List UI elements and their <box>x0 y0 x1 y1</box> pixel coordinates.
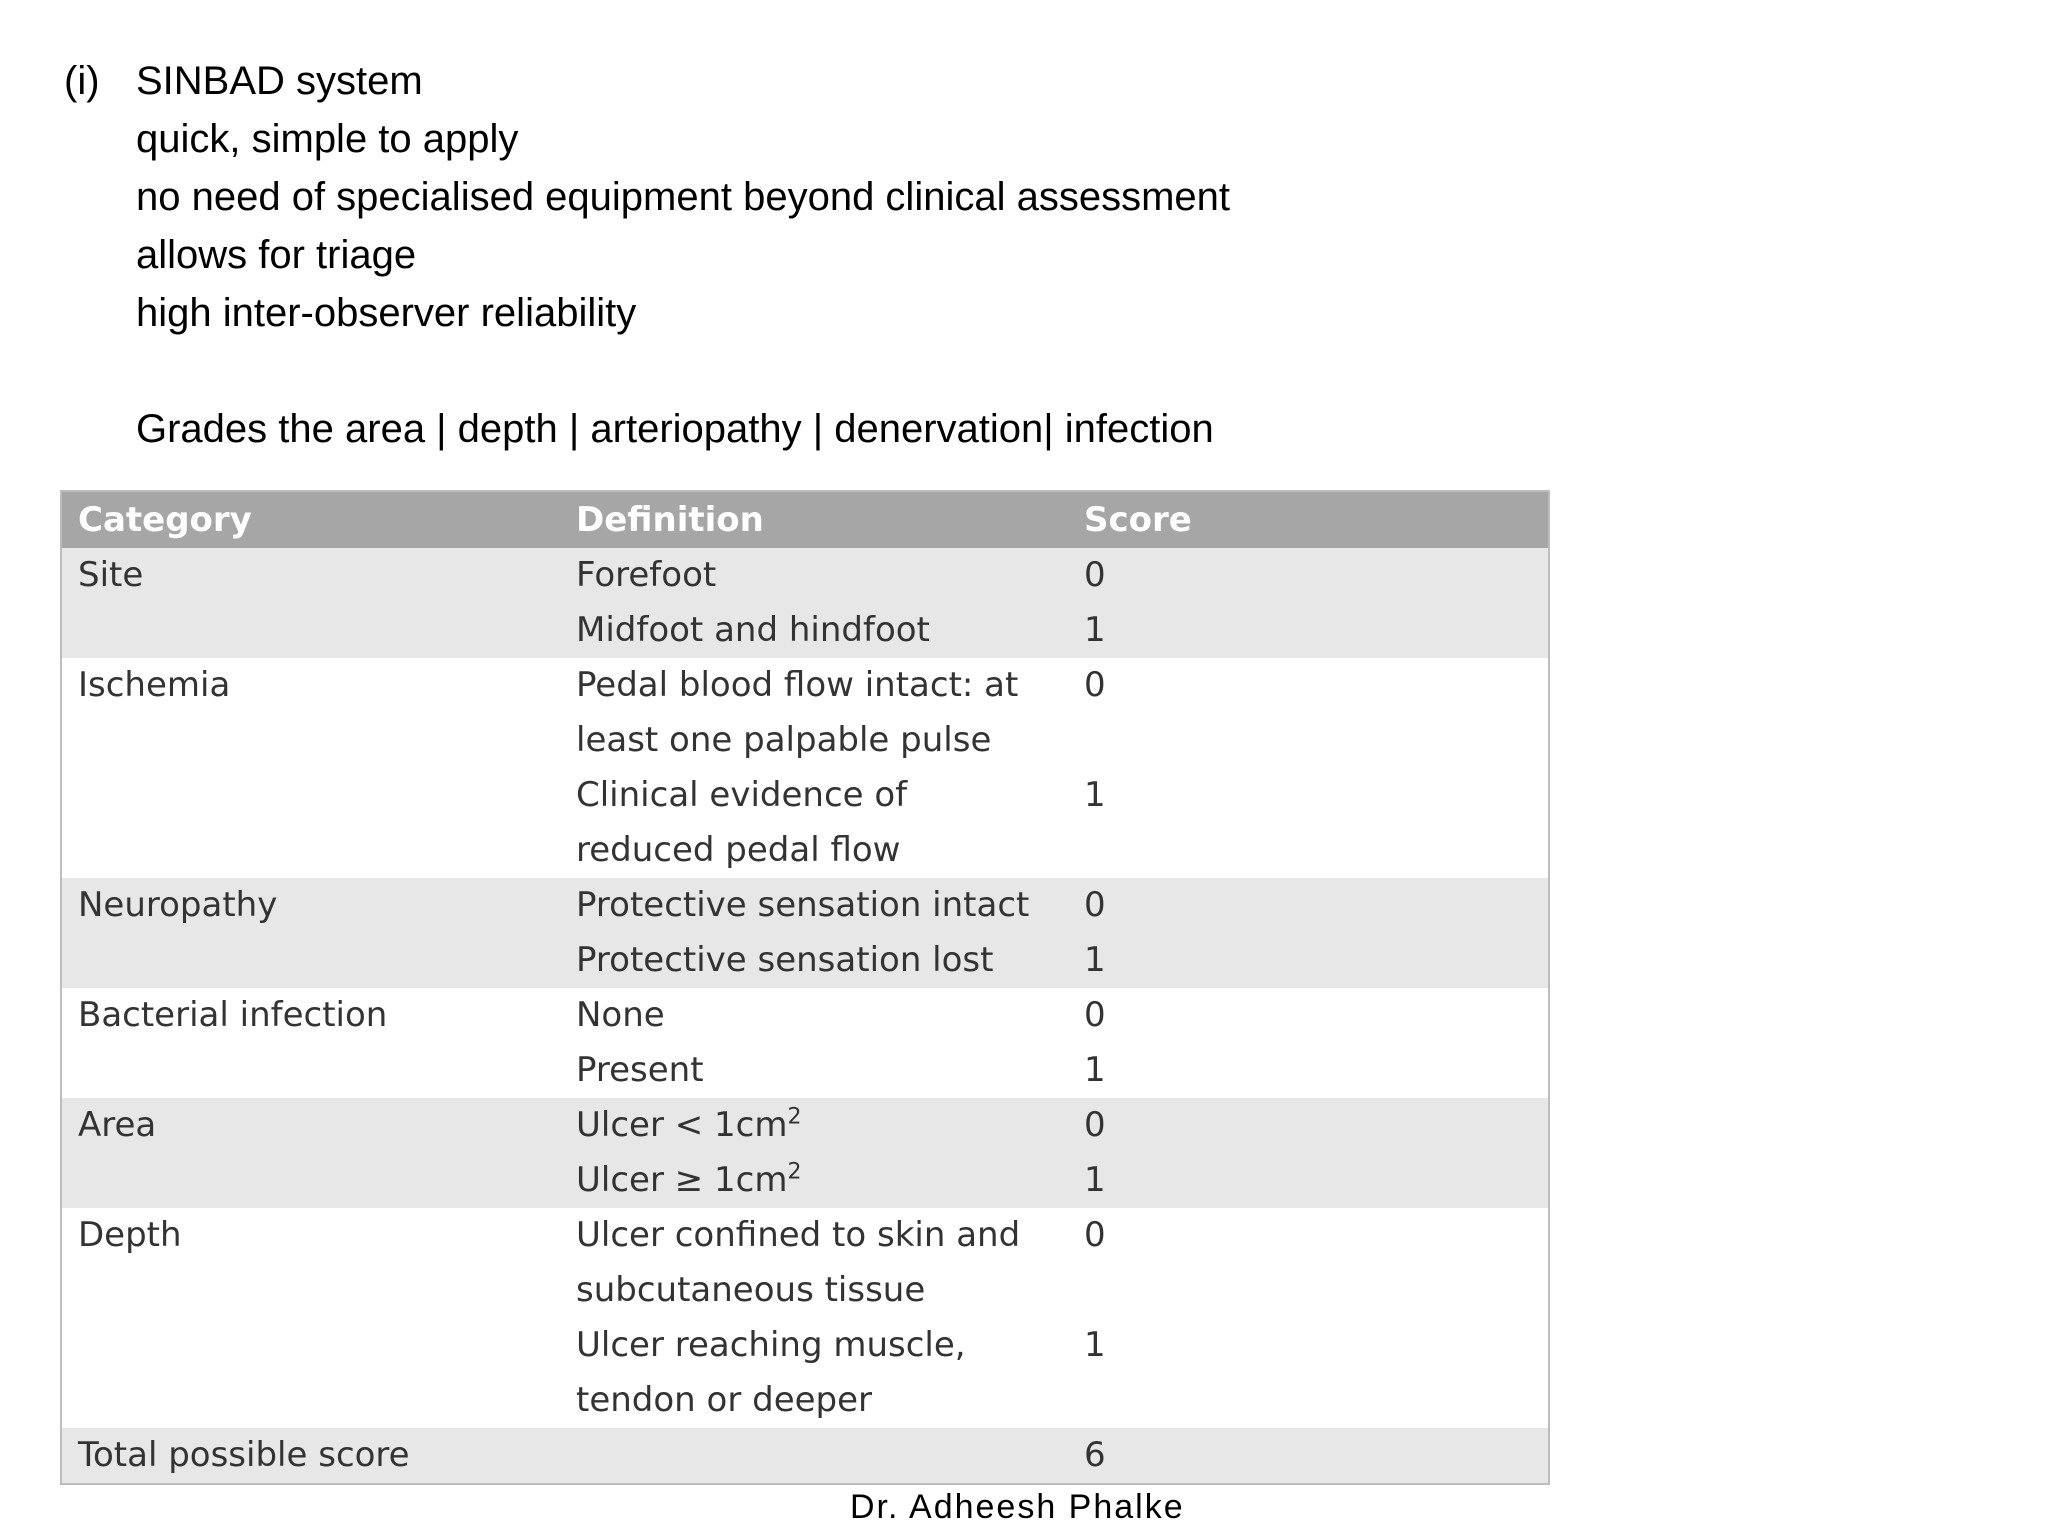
table-row <box>62 988 1548 1098</box>
intro-section <box>64 52 1230 458</box>
score-item: 0 <box>1084 1215 1106 1255</box>
definition-item: Protective sensation lost <box>576 940 994 980</box>
category-cell: Site <box>62 548 560 658</box>
score-item: 1 <box>1084 940 1106 980</box>
score-item: 0 <box>1084 885 1106 925</box>
total-definition-empty <box>560 1428 1058 1483</box>
definition-cell <box>560 1208 1058 1428</box>
definition-item: Ulcer ≥ $1cm^2$ <box>576 1159 802 1200</box>
definition-item: None <box>576 995 665 1035</box>
sinbad-table-container <box>60 490 1550 1485</box>
table-header-row <box>62 492 1548 548</box>
definition-item: Forefoot <box>576 555 717 595</box>
score-cell <box>1058 878 1548 988</box>
author-credit: Dr. Adheesh Phalke <box>850 1488 1185 1526</box>
definition-item: Ulcer reaching muscle, tendon or deeper <box>576 1325 966 1420</box>
sinbad-table <box>62 492 1548 1483</box>
definition-cell <box>560 878 1058 988</box>
category-cell: Ischemia <box>62 658 560 878</box>
definition-item: Present <box>576 1050 704 1090</box>
table-row <box>62 548 1548 658</box>
score-item: 1 <box>1084 610 1106 650</box>
score-cell <box>1058 1098 1548 1208</box>
score-item: 1 <box>1084 775 1106 815</box>
score-item: 1 <box>1084 1325 1106 1365</box>
definition-cell <box>560 658 1058 878</box>
definition-item: Ulcer confined to skin and subcutaneous tissue <box>576 1215 1021 1310</box>
intro-line: allows for triage <box>136 233 417 277</box>
table-row <box>62 1208 1548 1428</box>
header-category: Category <box>62 492 560 548</box>
intro-line: high inter-observer reliability <box>136 291 637 335</box>
total-score: 6 <box>1058 1428 1548 1483</box>
score-cell <box>1058 658 1548 878</box>
category-cell: Neuropathy <box>62 878 560 988</box>
definition-item: Pedal blood flow intact: at least one palpable pulse <box>576 665 1019 760</box>
superscript: 2 <box>787 1104 802 1130</box>
definition-item: Clinical evidence of reduced pedal flow <box>576 775 908 870</box>
score-item: 0 <box>1084 665 1106 705</box>
definition-cell <box>560 988 1058 1098</box>
table-row <box>62 878 1548 988</box>
score-item: 0 <box>1084 1105 1106 1145</box>
intro-line: no need of specialised equipment beyond clinical assessment <box>136 175 1231 219</box>
definition-item: Midfoot and hindfoot <box>576 610 930 650</box>
intro-line-title: SINBAD system <box>136 59 423 103</box>
total-label: Total possible score <box>62 1428 560 1483</box>
table-row <box>62 1098 1548 1208</box>
header-definition: Definition <box>560 492 1058 548</box>
score-item: 1 <box>1084 1160 1106 1200</box>
grades-line: Grades the area | depth | arteriopathy | denervation| infection <box>136 407 1214 451</box>
score-cell <box>1058 548 1548 658</box>
definition-cell <box>560 1098 1058 1208</box>
score-cell <box>1058 1208 1548 1428</box>
total-row <box>62 1428 1548 1483</box>
category-cell: Bacterial infection <box>62 988 560 1098</box>
category-cell: Depth <box>62 1208 560 1428</box>
score-cell <box>1058 988 1548 1098</box>
score-item: 1 <box>1084 1050 1106 1090</box>
score-item: 0 <box>1084 555 1106 595</box>
definition-item: Protective sensation intact <box>576 885 1030 925</box>
list-marker: (i) <box>64 59 100 103</box>
definition-cell <box>560 548 1058 658</box>
intro-line: quick, simple to apply <box>136 117 519 161</box>
definition-item: Ulcer < $1cm^2$ <box>576 1104 802 1145</box>
table-row <box>62 658 1548 878</box>
header-score: Score <box>1058 492 1548 548</box>
score-item: 0 <box>1084 995 1106 1035</box>
superscript: 2 <box>787 1159 802 1185</box>
category-cell: Area <box>62 1098 560 1208</box>
